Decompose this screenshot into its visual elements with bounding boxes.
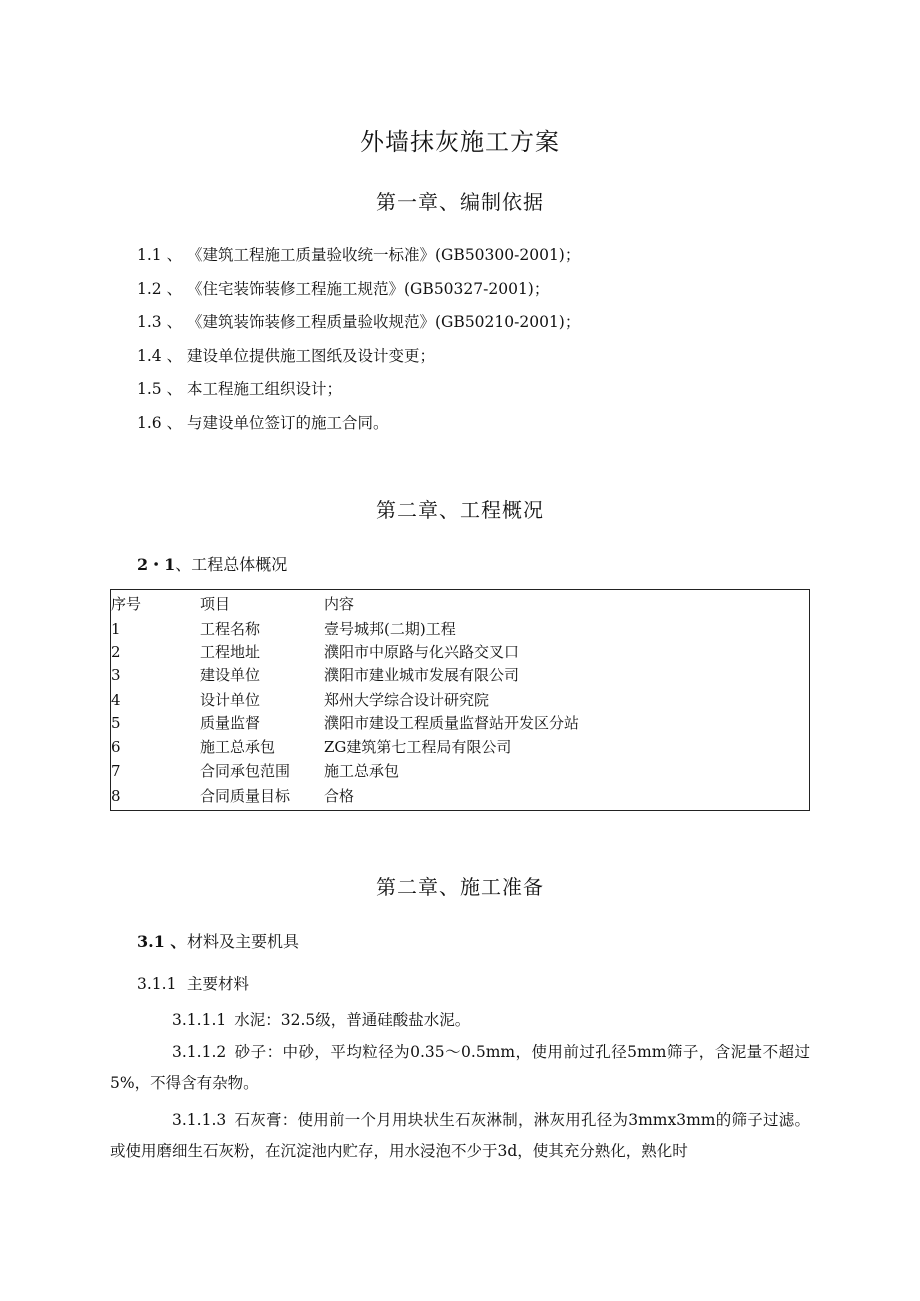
table-cell: 濮阳市建设工程质量监督站开发区分站: [324, 714, 580, 732]
list-item: [137, 244, 580, 278]
chapter-1-heading: 第一章、编制依据: [376, 190, 544, 214]
paragraph-number: 3.1.1.1: [172, 1011, 227, 1029]
item-text: 本工程施工组织设计；: [187, 380, 343, 399]
table-row: [111, 617, 809, 641]
paragraph-text: 石灰膏：使用前一个月用块状生石灰淋制，淋灰用孔径为3mmx3mm的筛子过滤。或使用磨细生石灰粉，在沉淀池内贮存，用水浸泡不少于3d，使其充分熟化，熟化时: [110, 1111, 810, 1160]
paragraph-number: 3.1.1.2: [172, 1043, 227, 1061]
item-text: 建设单位提供施工图纸及设计变更；: [187, 346, 436, 365]
table-row: [111, 711, 809, 735]
table-cell: 2: [111, 643, 121, 661]
paragraph-number: 3.1.1.3: [172, 1111, 227, 1129]
table-row: [111, 784, 809, 808]
subsection-number: 3.1.1: [137, 975, 177, 993]
table-cell: 濮阳市中原路与化兴路交叉口: [324, 643, 520, 661]
table-cell: 合格: [324, 787, 355, 805]
table-cell: 5: [111, 714, 121, 732]
table-cell: 壹号城邦(二期)工程: [324, 620, 456, 638]
table-cell: 4: [111, 691, 121, 709]
table-row: [111, 759, 809, 783]
item-number: 1.5 、: [137, 380, 183, 399]
section-title: 材料及主要机具: [187, 932, 300, 951]
item-number: 1.4 、: [137, 346, 183, 365]
column-header: 内容: [324, 595, 355, 613]
paragraph: [110, 1005, 810, 1036]
table-cell: 设计单位: [200, 691, 261, 709]
table-cell: 1: [111, 620, 121, 638]
item-number: 1.1 、: [137, 246, 183, 264]
list-item: [137, 412, 580, 446]
paragraph: [110, 1105, 810, 1167]
table-cell: 濮阳市建业城市发展有限公司: [324, 666, 520, 684]
item-text: 《建筑装饰装修工程质量验收规范》(GB50210-2001)；: [187, 313, 581, 332]
section-3-1-heading: [137, 929, 299, 952]
table-row: [111, 640, 809, 664]
section-2-1-heading: [137, 552, 287, 575]
item-text: 《建筑工程施工质量验收统一标准》(GB50300-2001)；: [187, 246, 581, 264]
table-cell: 建设单位: [200, 666, 261, 684]
subsection-3-1-1-heading: [137, 972, 249, 994]
chapter-2-heading: 第二章、工程概况: [376, 498, 544, 522]
item-number: 1.3 、: [137, 313, 183, 332]
table-cell: 合同承包范围: [200, 762, 291, 780]
table-cell: 郑州大学综合设计研究院: [324, 691, 490, 709]
table-cell: 工程名称: [200, 620, 261, 638]
list-item: [137, 345, 580, 379]
column-header: 项目: [200, 595, 231, 613]
list-item: [137, 278, 580, 312]
item-number: 1.2 、: [137, 279, 183, 298]
chapter-3-heading: 第二章、施工准备: [376, 875, 544, 899]
table-cell: 7: [111, 762, 121, 780]
section-title: 、工程总体概况: [175, 555, 288, 574]
table-cell: 质量监督: [200, 714, 261, 732]
item-text: 与建设单位签订的施工合同。: [187, 413, 389, 432]
column-header: 序号: [111, 595, 142, 613]
item-number: 1.6 、: [137, 413, 183, 432]
paragraph: [110, 1037, 810, 1099]
table-cell: ZG建筑第七工程局有限公司: [324, 738, 512, 756]
overview-table: [110, 589, 810, 811]
table-row: [111, 663, 809, 687]
section-number: 3.1 、: [137, 932, 187, 951]
table-cell: 施工总承包: [324, 762, 400, 780]
paragraph-text: 水泥：32.5级，普通硅酸盐水泥。: [234, 1011, 471, 1029]
basis-list: [137, 244, 580, 446]
table-row: [111, 688, 809, 712]
paragraph-text: 砂子：中砂，平均粒径为0.35～0.5mm，使用前过孔径5mm筛子，含泥量不超过5%，不得含有杂物。: [110, 1043, 810, 1092]
list-item: [137, 311, 580, 345]
table-cell: 3: [111, 666, 121, 684]
table-cell: 施工总承包: [200, 738, 276, 756]
table-cell: 6: [111, 738, 121, 756]
table-header-row: [111, 592, 809, 616]
item-text: 《住宅装饰装修工程施工规范》(GB50327-2001)；: [187, 279, 550, 298]
table-cell: 合同质量目标: [200, 787, 291, 805]
table-row: [111, 735, 809, 759]
section-number: 2・1: [137, 555, 176, 574]
list-item: [137, 378, 580, 412]
table-cell: 工程地址: [200, 643, 261, 661]
table-cell: 8: [111, 787, 121, 805]
subsection-title: 主要材料: [187, 975, 250, 993]
document-title: 外墙抹灰施工方案: [360, 128, 560, 156]
